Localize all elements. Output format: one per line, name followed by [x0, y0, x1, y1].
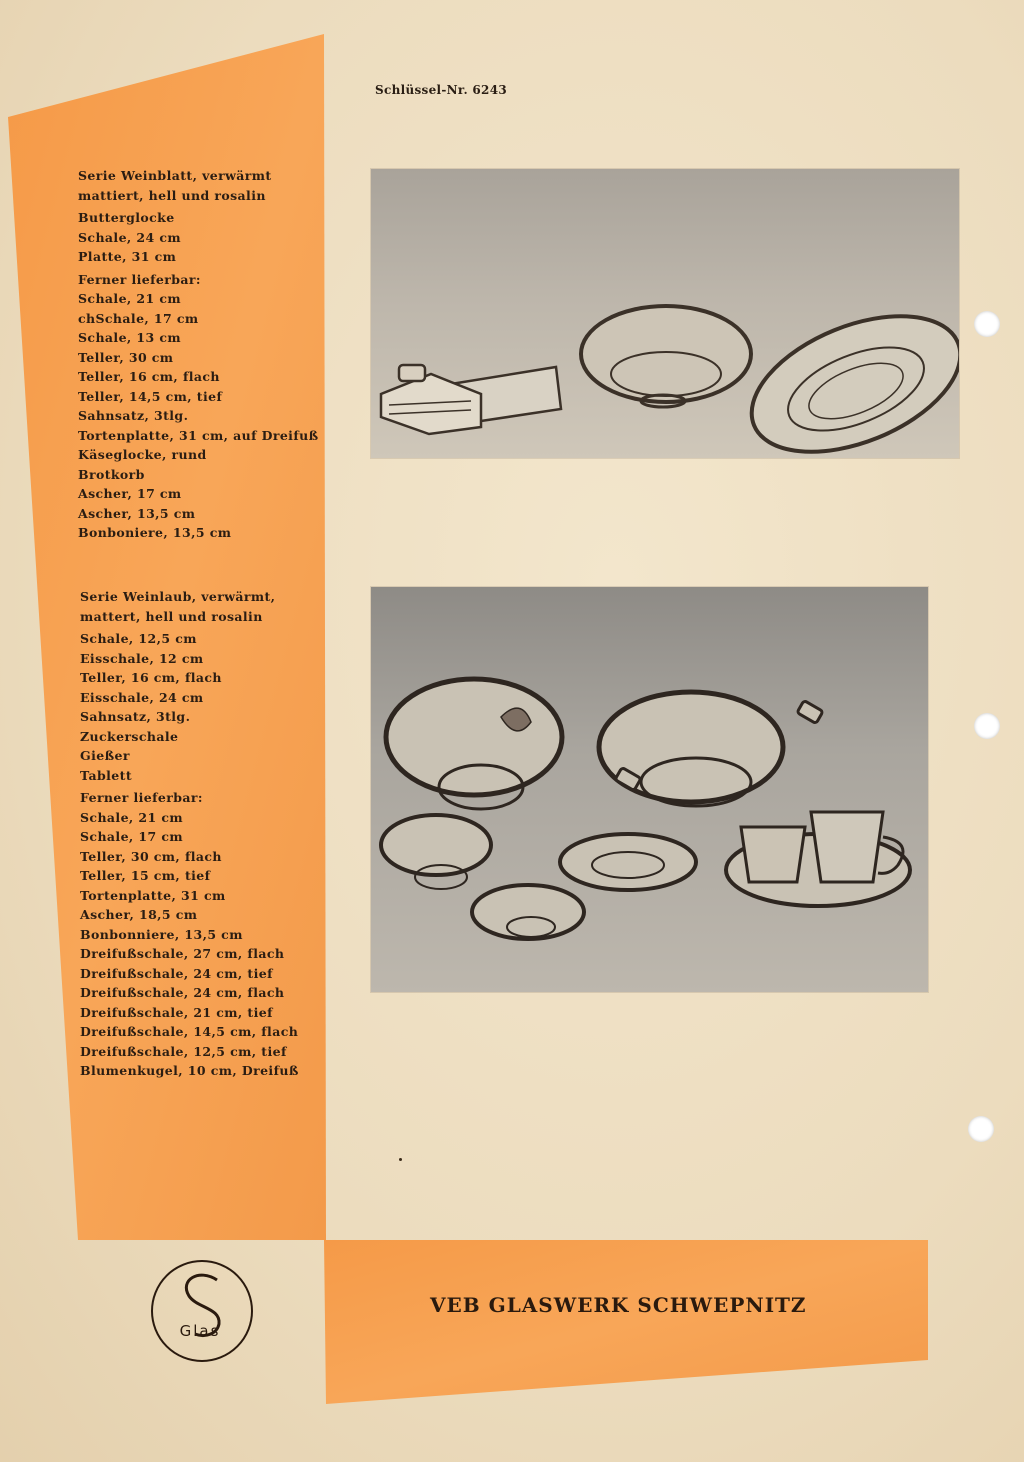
logo-text: Glas: [179, 1322, 221, 1340]
list-item: Sahnsatz, 3tlg.: [80, 709, 191, 724]
photo-weinblatt-glassware: [371, 169, 959, 458]
list-item: Schale, 17 cm: [80, 829, 184, 844]
list-item: Dreifußschale, 14,5 cm, flach: [80, 1024, 299, 1039]
list-item: Ascher, 18,5 cm: [80, 907, 198, 922]
list-item: Teller, 15 cm, tief: [80, 868, 211, 883]
list-item: Blumenkugel, 10 cm, Dreifuß: [80, 1063, 299, 1078]
list-item: chSchale, 17 cm: [78, 310, 199, 326]
punch-hole: [974, 713, 1000, 739]
list-item: Teller, 16 cm, flach: [78, 369, 220, 384]
list-item: Sahnsatz, 3tlg.: [78, 408, 189, 423]
orange-bottom-banner: [324, 1240, 928, 1404]
tray-set-shape: [726, 812, 910, 906]
list-item: Teller, 14,5 cm, tief: [78, 388, 223, 404]
list-item: Eisschale, 24 cm: [80, 689, 204, 705]
list-item: Teller, 30 cm, flach: [80, 848, 222, 864]
list-item: Dreifußschale, 21 cm, tief: [80, 1004, 273, 1020]
list-item: Schale, 21 cm: [78, 291, 182, 306]
list-item: Zuckerschale: [80, 728, 179, 744]
list-item: Schale, 24 cm: [78, 229, 182, 245]
list-item: Serie Weinblatt, verwärmt: [78, 168, 272, 183]
small-bowl-shape: [381, 815, 491, 889]
list-item: Ferner lieferbar:: [78, 271, 201, 287]
list-item: Schale, 12,5 cm: [80, 631, 197, 646]
list-item: Schale, 21 cm: [80, 809, 184, 825]
bowl-shape: [581, 306, 751, 407]
plate-shape: [560, 834, 696, 890]
list-item: Ascher, 13,5 cm: [78, 505, 196, 521]
list-item: mattert, hell und rosalin: [80, 608, 263, 624]
list-item: Tablett: [80, 767, 132, 783]
list-item: Dreifußschale, 27 cm, flach: [80, 946, 285, 961]
paper-speck: [399, 1158, 402, 1161]
list-item: Teller, 16 cm, flach: [80, 670, 222, 685]
glas-logo: [149, 1258, 255, 1364]
list-item: Dreifußschale, 24 cm, tief: [80, 965, 273, 981]
list-item: mattiert, hell und rosalin: [78, 187, 266, 203]
list-item: Bonbonniere, 13,5 cm: [80, 926, 243, 942]
list-item: Gießer: [80, 748, 130, 763]
list-item: Platte, 31 cm: [78, 249, 177, 264]
platter-shape: [732, 289, 959, 458]
list-item: Tortenplatte, 31 cm, auf Dreifuß: [78, 427, 319, 443]
series-weinblatt-list: [78, 166, 319, 543]
large-bowl-left-shape: [386, 679, 562, 809]
company-name: VEB GLASWERK SCHWEPNITZ: [430, 1293, 807, 1317]
list-item: Ferner lieferbar:: [80, 790, 203, 805]
list-item: Ascher, 17 cm: [78, 486, 182, 501]
photo-weinlaub-glassware: [371, 587, 928, 992]
list-item: Serie Weinlaub, verwärmt,: [80, 589, 276, 604]
list-item: Eisschale, 12 cm: [80, 650, 204, 666]
series-weinlaub-list: [80, 587, 299, 1081]
list-item: Dreifußschale, 24 cm, flach: [80, 985, 285, 1000]
list-item: Dreifußschale, 12,5 cm, tief: [80, 1043, 287, 1059]
list-item: Teller, 30 cm: [78, 349, 174, 365]
list-item: Schale, 13 cm: [78, 330, 182, 345]
punch-hole: [974, 311, 1000, 337]
list-item: Käseglocke, rund: [78, 447, 207, 462]
list-item: Butterglocke: [78, 210, 175, 225]
key-number: Schlüssel-Nr. 6243: [375, 83, 508, 97]
list-item: Brotkorb: [78, 466, 145, 482]
handled-bowl-shape: [599, 692, 823, 806]
list-item: Tortenplatte, 31 cm: [80, 887, 226, 903]
butter-dish-shape: [381, 365, 561, 434]
punch-hole: [968, 1116, 994, 1142]
list-item: Bonboniere, 13,5 cm: [78, 525, 232, 540]
ice-bowl-shape: [472, 885, 584, 939]
